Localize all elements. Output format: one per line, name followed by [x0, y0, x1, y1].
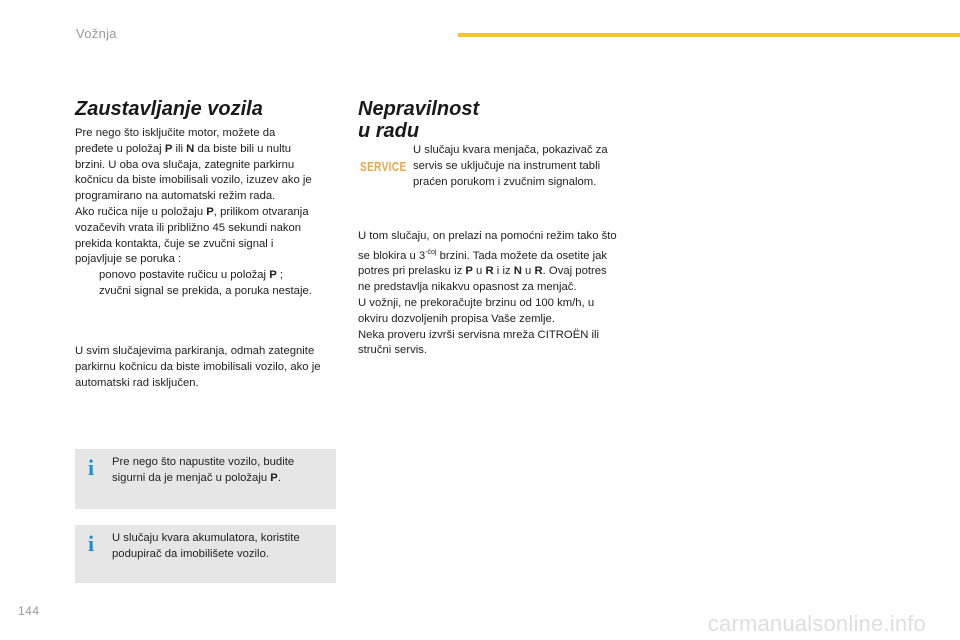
info-box-battery: [75, 525, 336, 583]
info-text: Pre nego što napustite vozilo, budite sigurni da je menjač u položaju P.: [112, 456, 295, 484]
info-icon: i: [87, 531, 95, 556]
info-box-gear-position: [75, 449, 336, 509]
left-heading: Zaustavljanje vozila: [75, 98, 263, 120]
right-paragraph-2: U tom slučaju, on prelazi na pomoćni režim tako što se blokira u $3^{-ćoj}$ brzini. Tada možete da osetite jak potres pri prelasku iz P u R i iz N u R. Ovaj potres ne predstavlja nikakvu opasnost za menjač. U vožnji, ne prekoračujte brzinu od 100 km/h, u okviru dozvoljenih propisa Vaše zemlje. Neka proveru izvrši servisna mreža CITROËN ili stručni servis.: [358, 230, 617, 357]
info-icon: i: [87, 455, 95, 480]
right-heading: Nepravilnost u radu: [358, 98, 480, 142]
watermark: carmanualsonline.info: [707, 611, 926, 636]
left-paragraph-2: U svim slučajevima parkiranja, odmah zategnite parkirnu kočnicu da biste imobilisali vozilo, ako je automatski rad isključen.: [75, 345, 321, 389]
info-text: U slučaju kvara akumulatora, koristite podupirač da imobilišete vozilo.: [112, 532, 300, 560]
bullet-item: ponovo postavite ručicu u položaj P ; zvučni signal se prekida, a poruka nestaje.: [75, 268, 345, 300]
service-warning-icon: SERVICE: [360, 160, 407, 174]
section-title: Vožnja: [76, 26, 117, 41]
left-paragraph-1: Pre nego što isključite motor, možete da pređete u položaj P ili N da biste bili u nultu brzini. U oba ova slučaja, zategnite parkirnu kočnicu da biste imobilisali vozilo, izuzev ako je programirano na automatski režim rada. Ako ručica nije u položaju P, prilikom otvaranja vozačevih vrata ili približno 45 sekundi nakon prekida kontakta, čuje se zvučni signal i pojavljuje se poruka : ponovo postavite ručicu u položaj P ; zvučni signal se prekida, a poruka nestaje.: [75, 126, 345, 300]
header-accent-bar: [458, 33, 960, 37]
bullet-mark: [75, 268, 99, 300]
page-number: 144: [18, 604, 40, 618]
service-text: U slučaju kvara menjača, pokazivač za servis se uključuje na instrument tabli praćen porukom i zvučnim signalom.: [413, 144, 608, 188]
